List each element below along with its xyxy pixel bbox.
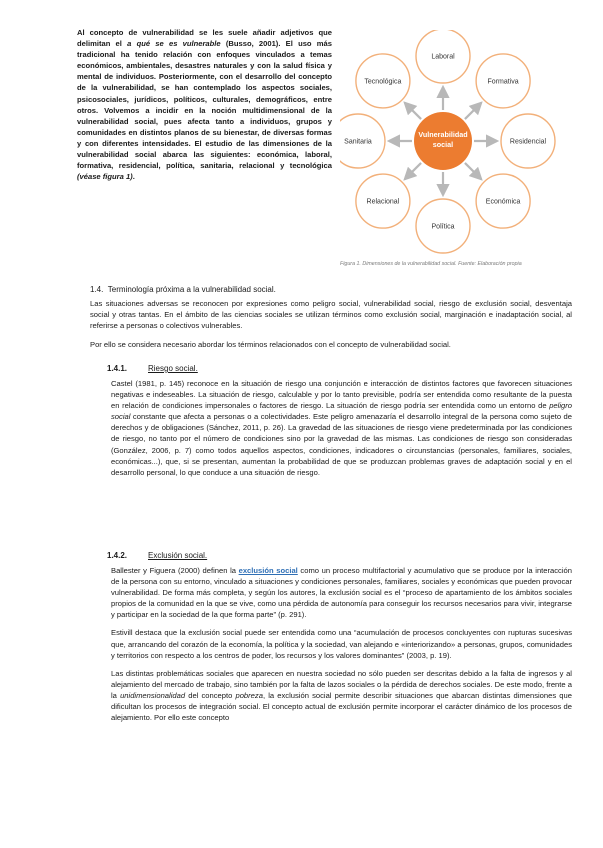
intro-text-part-3: .	[132, 172, 135, 182]
subsection-1-4-1-title: Riesgo social.	[148, 364, 198, 373]
exclusion-paragraph-1	[111, 565, 572, 620]
node-label-tecnologica: Tecnológica	[364, 78, 402, 86]
poverty-emphasis: pobreza	[235, 690, 263, 700]
intro-paragraph	[77, 27, 332, 182]
intro-text-part-1: Al concepto de vulnerabilidad se les suele añadir adjetivos que delimitan el	[77, 28, 332, 49]
arrow-economica	[465, 163, 481, 179]
subsection-1-4-2-title: Exclusión social.	[148, 551, 208, 560]
intro-text-part-2: (Busso, 2001). El uso más tradicional ha tenido relación con enfoques vinculados a temas económicos, ambientales, desastres naturales y con la salud física y mental de individuos. Posteriormente, con el desarrollo del concepto de la vulnerabilidad, se han contemplado los aspectos sociales, psicosociales, jurídicos, políticos, culturales, demográficos, entre otros. Volvemos a incidir en la noción multidimensional de la vulnerabilidad social, pues afecta tanto a individuos, grupos y comunidades en distintos planos de su bienestar, de diversas formas y con diferentes intensidades. El estudio de las dimensiones de la vulnerabilidad social abarca las siguientes: económica, laboral, formativa, residencial, política, sanitaria, relacional y tecnológica	[77, 39, 332, 171]
arrow-relacional	[405, 163, 421, 179]
exclusion-text-part-1: Ballester y Figuera (2000) definen la	[111, 566, 239, 575]
exclusion-text-part-5: , la exclusión social permite describir situaciones que abarcan distintas dimensiones que dificultan los procesos de integración social. El concepto actual de exclusión permite incorporar el carácter dinámico de los procesos de alejamiento. Por ello este concepto	[111, 690, 572, 723]
risk-text-part-1: Castel (1981, p. 145) reconoce en la situación de riesgo una conjunción e interacción de distintos factores que favorecen situaciones negativas e indeseables. La situación de riesgo, calculable y por lo tanto previsible, podría ser entendida como resultante de la puesta en relación de condiciones impersonales o factores de riesgo. La situación de riesgo podría ser entendida como un entorno de	[111, 379, 572, 411]
node-label-politica: Política	[431, 223, 455, 231]
node-label-economica: Económica	[485, 198, 521, 206]
node-label-laboral: Laboral	[431, 53, 455, 61]
node-label-sanitaria: Sanitaria	[344, 138, 372, 146]
intro-emphasis-1: a qué se es vulnerable	[127, 39, 221, 49]
exclusion-text-part-2: como un proceso multifactorial y acumulativo que se produce por la interacción de la persona con su entorno, vinculado a situaciones y condiciones personales, familiares, sociales y económicas que pueden provocar vulnerabilidad. De forma más completa, y según los autores, la exclusión social es el “proceso de apartamiento de los ámbitos sociales propios de la comunidad en la que se vive, como una pérdida de autonomía para conseguir los recursos necesarios para vivir, integrarse y participar en la sociedad de la que forma parte” (p. 291).	[111, 566, 572, 620]
risk-emphasis: peligro social	[111, 401, 572, 422]
node-label-residencial: Residencial	[509, 138, 547, 146]
section-title: Terminología próxima a la vulnerabilidad social.	[107, 285, 276, 294]
node-label-relacional: Relacional	[366, 198, 400, 206]
section-1-4-body	[90, 298, 572, 350]
subsection-1-4-1-body	[111, 378, 572, 485]
vulnerability-diagram	[340, 30, 578, 260]
risk-paragraph	[111, 378, 572, 478]
exclusion-social-link[interactable]: exclusión social	[238, 566, 298, 575]
exclusion-text-part-4: del concepto	[185, 690, 236, 700]
exclusion-paragraph-2: Estivill destaca que la exclusión social puede ser entendida como una “acumulación de procesos concluyentes con rupturas sucesivas que, arrancando del corazón de la economía, la política y la sociedad, van alejando e «interiorizando» a personas, grupos, comunidades y territorios con respecto a los centros de poder, los recursos y los valores dominantes” (2003, p. 19).	[111, 628, 572, 660]
subsection-1-4-2-body	[111, 565, 572, 730]
figure-1	[340, 30, 578, 275]
risk-text-part-2: constante que afecta a personas o a colectividades. Este peligro amenazaría el desarrollo integral de la persona como sujeto de derechos y de obligaciones (Sánchez, 2011, p. 26). La gravedad de las situaciones de riesgo viene predeterminada por las condiciones de riesgo, no tanto por el número de condiciones sino por la gravedad de las mismas. Las condiciones de riesgo son consideradas (González, 2006, p. 7) como todos aquellos aspectos, condiciones, indicadores o circunstancias (personales, familiares, sociales, económicas...), que, si se presentan, aumentan la probabilidad de que se produzcan problemas graves de adaptación social y en el desarrollo personal, lo que conduce a una situación de riesgo.	[111, 412, 572, 477]
node-label-formativa: Formativa	[487, 78, 519, 86]
figure-reference: (véase figura 1)	[77, 172, 133, 182]
intro-text	[77, 27, 332, 182]
arrow-tecnologica	[405, 103, 421, 119]
section-1-4-paragraph-1: Las situaciones adversas se reconocen por expresiones como peligro social, vulnerabilidad social, riesgo de exclusión social, desventaja social y otras tantas. En el ámbito de las ciencias sociales se utilizan términos como exclusión social, marginación e inadaptación social, al referirse a personas o colectivos vulnerables.	[90, 299, 572, 331]
subsection-1-4-2-number: 1.4.2.	[107, 551, 128, 560]
figure-caption: Figura 1. Dimensiones de la vulnerabilidad social. Fuente: Elaboración propia	[340, 261, 522, 267]
subsection-1-4-1-number: 1.4.1.	[107, 364, 128, 373]
center-label-line-1: Vulnerabilidad	[418, 130, 468, 139]
center-label-line-2: social	[432, 140, 454, 149]
unidimensionality-emphasis: unidimensionalidad	[120, 690, 186, 700]
section-1-4-paragraph-2: Por ello se considera necesario abordar los términos relacionados con el concepto de vulnerabilidad social.	[90, 340, 451, 350]
exclusion-paragraph-3	[111, 668, 572, 723]
section-1-4-heading	[90, 284, 276, 295]
exclusion-text-part-3: Las distintas problemáticas sociales que aparecen en nuestra sociedad no sólo pueden ser descritas debido a la falta de ingresos y al alejamiento del mercado de trabajo, sino también por la falta de lazos sociales o la pérdida de derechos sociales. De este modo, frente a la	[111, 668, 572, 700]
section-number: 1.4.	[90, 285, 104, 294]
arrow-formativa	[465, 103, 481, 119]
